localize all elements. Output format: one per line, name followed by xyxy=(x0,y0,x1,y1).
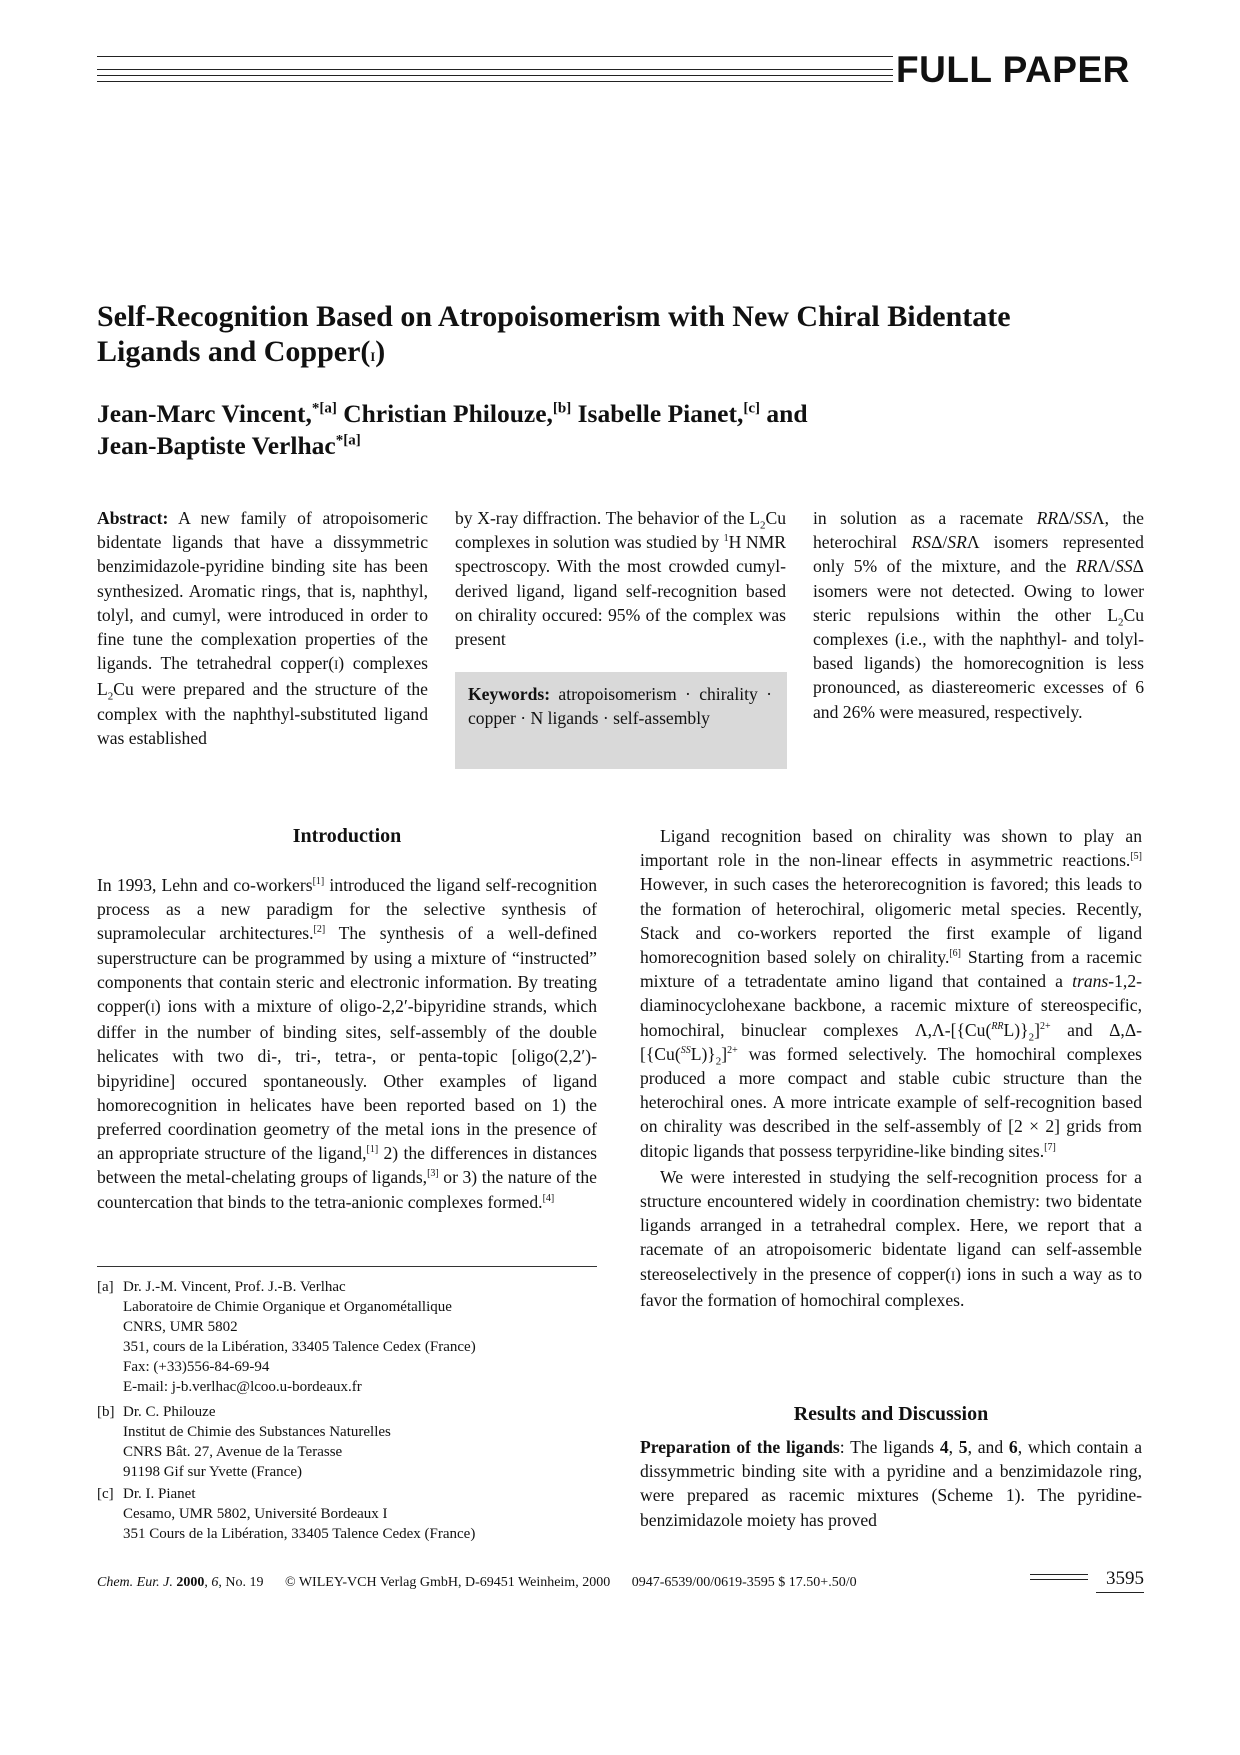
footnote-line: 91198 Gif sur Yvette (France) xyxy=(123,1464,302,1480)
footnote-line: 351 Cours de la Libération, 33405 Talence Cedex (France) xyxy=(123,1526,476,1542)
article-code: 0947-6539/00/0619-3595 $ 17.50+.50/0 xyxy=(631,1575,857,1590)
introduction-paragraph-1: In 1993, Lehn and co-workers[1] introduced the ligand self-recognition process as a new paradigm for the selective synthesis of supramolecular architectures.[2] The synthesis of a well-defined superstructure can be programmed by using a mixture of “instructed” components that contain steric and electronic information. By treating copper(I) ions with a mixture of oligo-2,2′-bipyridine strands, which differ in the number of binding sites, self-assembly of the double helicates with two di-, tri-, tetra-, or penta-topic [oligo(2,2′)-bipyridine] occured spontaneously. Other examples of ligand homorecognition in helicates have been reported based on 1) the preferred coordination geometry of the metal ions in the presence of an appropriate structure of the ligand,[1] 2) the differences in distances between the metal-chelating groups of ligands,[3] or 3) the nature of the countercation that binds to the tetra-anionic complexes formed.[4] xyxy=(97,875,597,1212)
keyword-separator: · xyxy=(766,684,773,704)
author-mark: [b] xyxy=(552,400,572,417)
author-name: Christian Philouze, xyxy=(343,399,553,428)
introduction-heading: Introduction xyxy=(292,825,402,847)
abstract-label: Abstract: xyxy=(97,508,169,528)
footnote-tag: [b] xyxy=(97,1404,115,1420)
footnote-rule xyxy=(97,1266,597,1267)
publisher-line: © WILEY-VCH Verlag GmbH, D-69451 Weinheim, 2000 xyxy=(284,1575,611,1590)
abstract-column-2: by X-ray diffraction. The behavior of the $L_2Cu$ complexes in solution was studied by $^1$H NMR spectroscopy. With the most crowded cumyl-derived ligand, ligand self-recognition based on chirality occured: 95% of the complex was present xyxy=(455,508,786,650)
article-title xyxy=(97,299,1157,375)
page-number-underline xyxy=(1096,1592,1144,1593)
keyword: atropoisomerism xyxy=(558,684,677,704)
keyword-separator: · xyxy=(685,684,691,704)
introduction-paragraph-3: We were interested in studying the self-recognition process for a structure encountered widely in coordination chemistry: two bidentate ligands arranged in a tetrahedral complex. Here, we report that a racemate of an atropoisomeric bidentate ligand can self-assemble stereoselectively in the presence of copper(I) ions in such a way as to favor the formation of homochiral complexes. xyxy=(640,1166,1142,1310)
results-lead: Preparation of the ligands xyxy=(640,1437,840,1457)
author-mark: *[a] xyxy=(311,400,337,417)
footnote-line: Laboratoire de Chimie Organique et Organométallique xyxy=(123,1299,452,1315)
journal-name: Chem. Eur. J. xyxy=(97,1575,173,1590)
journal-year: 2000 xyxy=(176,1575,205,1590)
introduction-right-column xyxy=(640,824,1142,1312)
author-name: Jean-Baptiste Verlhac xyxy=(97,431,336,460)
keywords-label: Keywords: xyxy=(468,684,551,704)
title-line-1: Self-Recognition Based on Atropoisomerism with New Chiral Bidentate xyxy=(97,300,1011,333)
footnote-line: Cesamo, UMR 5802, Université Bordeaux I xyxy=(123,1506,388,1522)
footnote-line: 351, cours de la Libération, 33405 Talence Cedex (France) xyxy=(123,1339,476,1355)
footnote-line: Fax: (+33)556-84-69-94 xyxy=(123,1359,270,1375)
footnote-tag: [c] xyxy=(97,1486,114,1502)
author-name: Isabelle Pianet, xyxy=(577,399,744,428)
abstract-column-1: Abstract: A new family of atropoisomeric bidentate ligands that have a dissymmetric benzimidazole-pyridine binding site has been synthesized. Aromatic rings, that is, naphthyl, tolyl, and cumyl, were introduced in order to fine tune the complexation properties of the ligands. The tetrahedral copper(I) complexes $L_2Cu$ were prepared and the structure of the complex with the naphthyl-substituted ligand was established xyxy=(97,508,428,748)
footnote-b xyxy=(97,1402,597,1482)
abstract-column-3: in solution as a racemate RRΔ/SSΛ, the heterochiral RSΔ/SRΛ isomers represented only 5% of the mixture, and the RRΛ/SSΔ isomers were not detected. Owing to lower steric repulsions within the other $L_2Cu$ complexes (i.e., with the naphthyl- and tolyl-based ligands) the homorecognition is less pronounced, as diastereomeric excesses of 6 and 26% were measured, respectively. xyxy=(813,508,1144,722)
page-footer xyxy=(97,1574,897,1592)
section-label: FULL PAPER xyxy=(896,49,1130,90)
keyword: copper xyxy=(468,708,516,729)
author-name: Jean-Marc Vincent, xyxy=(97,399,312,428)
results-paragraph-1: Preparation of the ligands: The ligands 4, 5, and 6, which contain a dissymmetric binding site with a pyridine and a benzimidazole ring, were prepared as racemic mixtures (Scheme 1). The pyridine-benzimidazole moiety has proved xyxy=(640,1437,1143,1530)
title-line-2: Ligands and Copper(I) xyxy=(97,335,386,368)
keyword-separator: · xyxy=(602,708,609,729)
keyword: chirality xyxy=(699,684,758,704)
footnote-line: CNRS Bât. 27, Avenue de la Terasse xyxy=(123,1444,343,1460)
keyword: N ligands xyxy=(530,708,599,729)
footnote-line: Institut de Chimie des Substances Naturelles xyxy=(123,1424,391,1440)
footnote-tag: [a] xyxy=(97,1279,114,1295)
page-number: 3595 xyxy=(1106,1568,1144,1589)
introduction-paragraph-2: Ligand recognition based on chirality was shown to play an important role in the non-linear effects in asymmetric reactions.[5] However, in such cases the heterorecognition is favored; this leads to the formation of heterochiral, oligomeric metal species. Recently, Stack and co-workers reported the first example of ligand homorecognition based solely on chirality.[6] Starting from a racemic mixture of a tetradentate amino ligand that contained a trans-1,2-diaminocyclohexane backbone, a racemic mixture of stereospecific, homochiral, binuclear complexes $\Lambda,\Lambda-[\{Cu(^{RR}L)\}_2]^{2+}$ and $\Delta,\Delta-[\{Cu(^{SS}L)\}_2]^{2+}$ was formed selectively. The homochiral complexes produced a more compact and stable cubic structure than the heterochiral ones. A more intricate example of self-recognition based on chirality was described in the self-assembly of [2 × 2] grids from ditopic ligands that possess terpyridine-like binding sites.[7] xyxy=(640,826,1142,1161)
journal-volume: 6 xyxy=(211,1575,219,1590)
footnote-email: E-mail: j-b.verlhac@lcoo.u-bordeaux.fr xyxy=(123,1379,362,1395)
author-conjunction: and xyxy=(766,399,808,428)
footnote-a xyxy=(97,1277,597,1397)
footnote-line: Dr. I. Pianet xyxy=(123,1486,196,1502)
journal-issue: No. 19 xyxy=(225,1575,264,1590)
results-heading: Results and Discussion xyxy=(793,1403,989,1425)
footnote-line: Dr. C. Philouze xyxy=(123,1404,216,1420)
keywords xyxy=(468,682,772,731)
author-list xyxy=(97,398,1157,462)
header-rules xyxy=(97,54,893,88)
footnote-line: CNRS, UMR 5802 xyxy=(123,1319,238,1335)
journal-citation: Chem. Eur. J. 2000, 6, No. 19 xyxy=(97,1575,264,1590)
footnote-c xyxy=(97,1484,597,1544)
keyword-separator: · xyxy=(520,708,527,729)
footnote-line: Dr. J.-M. Vincent, Prof. J.-B. Verlhac xyxy=(123,1279,346,1295)
keyword: self-assembly xyxy=(613,708,710,729)
author-mark: [c] xyxy=(743,400,761,417)
author-mark: *[a] xyxy=(335,432,361,449)
